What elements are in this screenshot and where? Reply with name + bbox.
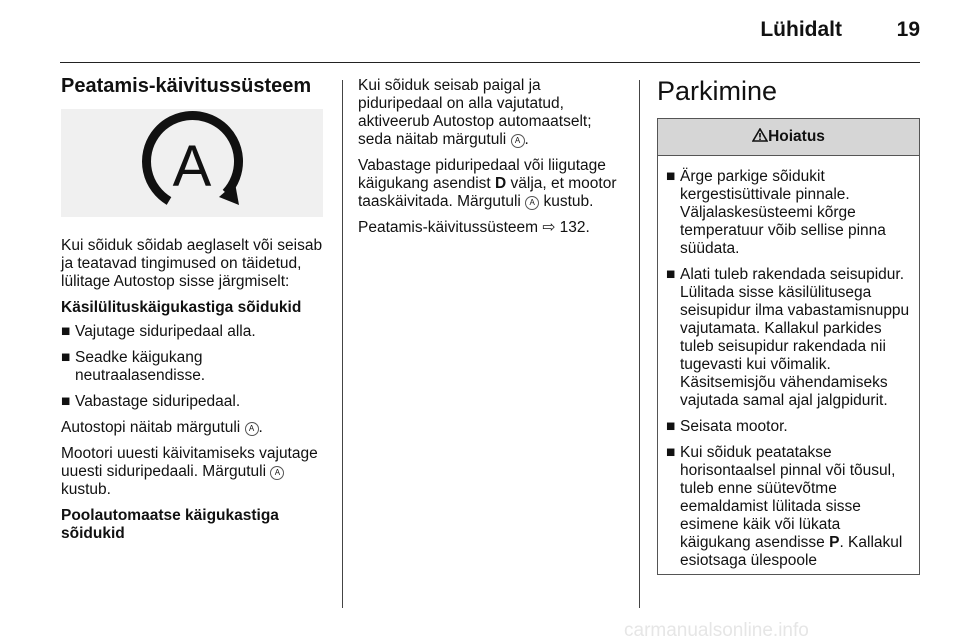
page-reference-arrow-icon: ⇨ (542, 219, 556, 236)
autostop-a-letter: A (172, 134, 212, 199)
warning-body (658, 156, 919, 570)
middle-column (358, 77, 628, 245)
autostop-indicator-paragraph: Autostopi näitab märgutuli A . (61, 419, 263, 436)
warning-triangle-icon (752, 128, 768, 142)
autostop-indicator-icon: A (525, 196, 539, 210)
intro-paragraph: Kui sõiduk sõidab aeglaselt või seisab ja teatavad tingimused on täidetud, lülitage Autostop sisse järgmiselt: (61, 237, 323, 290)
autostop-figure (61, 109, 323, 217)
list-item: ■ Seisata mootor. (666, 418, 788, 435)
warning-label: Hoiatus (768, 128, 825, 145)
header-rule (60, 62, 920, 63)
column-divider-left (342, 80, 343, 608)
watermark: carmanualsonline.info (624, 620, 809, 641)
list-item: ■ Alati tuleb rakendada seisupidur. Lülitada sisse käsilülitusega seisupidur ilma vabastamisnuppu vajutamata. Kallakul parkides tuleb seisupidur rakendada nii tugevasti kui võimalik. Käsitsemisjõu vähendamiseks vajutada samal ajal jalgpidurit. (666, 266, 910, 409)
subheading-manual: Käsilülituskäigukastiga sõidukid (61, 299, 302, 316)
manual-steps-list (61, 323, 331, 411)
list-item: ■ Vajutage siduripedaal alla. (61, 323, 256, 340)
restart-paragraph: Mootori uuesti käivitamiseks vajutage uuesti siduripedaali. Märgutuli A kustub. (61, 445, 318, 498)
list-item: ■ Vabastage siduripedaal. (61, 393, 241, 410)
autostop-a-icon (61, 109, 323, 217)
warning-header (658, 119, 919, 156)
auto-activation-paragraph: Kui sõiduk seisab paigal ja piduripedaal on alla vajutatud, aktiveerub Autostop automaatselt; seda näitab märgutuli A . (358, 77, 592, 148)
left-column (61, 77, 331, 549)
cross-reference[interactable]: Peatamis-käivitussüsteem ⇨ 132. (358, 219, 590, 236)
warning-box (657, 118, 920, 575)
right-column (657, 77, 922, 575)
page-header-title: Lühidalt (760, 18, 842, 41)
list-item: ■ Seadke käigukang neutraalasendisse. (61, 349, 206, 384)
section-heading-parking: Parkimine (657, 76, 778, 106)
list-item: ■ Kui sõiduk peatatakse horisontaalsel pinnal või tõusul, tuleb enne süütevõtme eemaldamist lülitada sisse esimene käik või lükata käigukang asendisse P. Kallakul esiotsaga ülespoole (666, 444, 903, 569)
list-item: ■ Ärge parkige sõidukit kergestisüttivale pinnale. Väljalaskesüsteemi kõrge temperatuur võib sellise pinna süüdata. (666, 168, 886, 257)
page-number: 19 (896, 18, 920, 41)
autostop-indicator-icon: A (511, 134, 525, 148)
subheading-semi-automatic: Poolautomaatse käigukastiga sõidukid (61, 507, 279, 542)
column-divider-right (639, 80, 640, 608)
autostop-indicator-icon: A (245, 422, 259, 436)
restart-brake-paragraph: Vabastage piduripedaal või liigutage käigukang asendist D välja, et mootor taaskäivitada. Märgutuli A kustub. (358, 157, 617, 210)
autostop-indicator-icon: A (270, 466, 284, 480)
section-heading-stop-start: Peatamis-käivitussüsteem (61, 75, 312, 97)
